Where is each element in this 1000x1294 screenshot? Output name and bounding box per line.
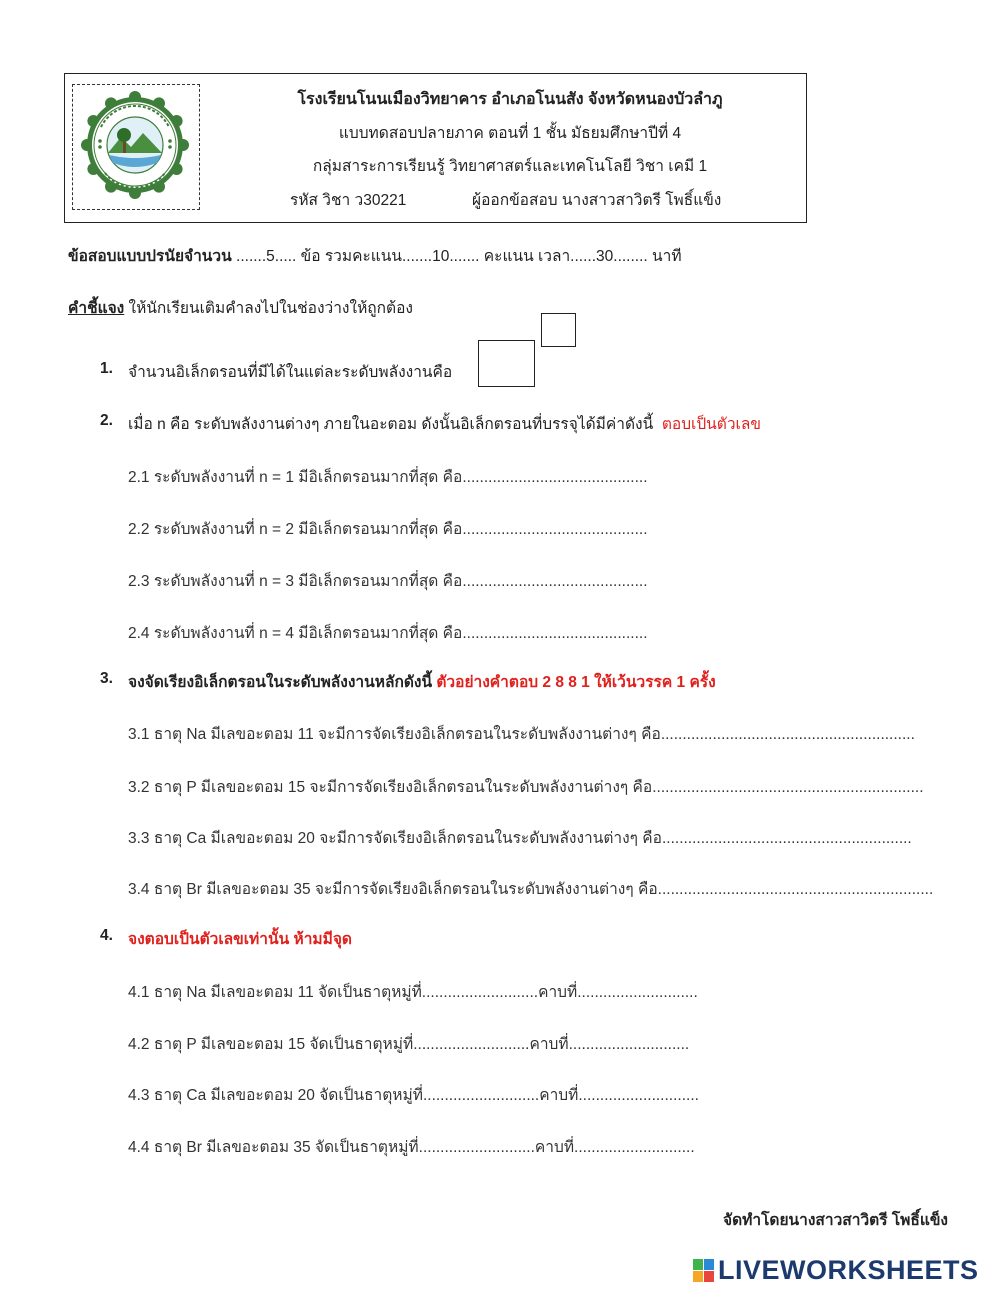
instruction-label: คำชี้แจง [68, 300, 125, 317]
school-logo-frame [72, 84, 200, 210]
q3-item-2[interactable]: 3.2 ธาตุ P มีเลขอะตอม 15 จะมีการจัดเรียงอิเล็กตรอนในระดับพลังงานต่างๆ คือ............................................................... [128, 779, 924, 796]
exam-title: แบบทดสอบปลายภาค ตอนที่ 1 ชั้น มัธยมศึกษาปีที่ 4 [338, 125, 682, 142]
q3-item-3[interactable]: 3.3 ธาตุ Ca มีเลขอะตอม 20 จะมีการจัดเรียงอิเล็กตรอนในระดับพลังงานต่างๆ คือ.......................................................... [128, 830, 912, 847]
question-3-prompt: จงจัดเรียงอิเล็กตรอนในระดับพลังงานหลักดังนี้ [128, 674, 433, 691]
question-2-number: 2. [100, 412, 113, 429]
question-1-text: จำนวนอิเล็กตรอนที่มีได้ในแต่ละระดับพลังงานคือ [128, 364, 453, 381]
q4-item-4[interactable]: 4.4 ธาตุ Br มีเลขอะตอม 35 จัดเป็นธาตุหมู่ที่...........................คาบที่............................ [128, 1139, 695, 1156]
q2-item-4[interactable]: 2.4 ระดับพลังงานที่ n = 4 มีอิเล็กตรอนมากที่สุด คือ........................................... [128, 625, 648, 642]
q3-item-4[interactable]: 3.4 ธาตุ Br มีเลขอะตอม 35 จะมีการจัดเรียงอิเล็กตรอนในระดับพลังงานต่างๆ คือ................................................................ [128, 881, 934, 898]
question-2-text [128, 411, 761, 436]
question-1-number: 1. [100, 360, 113, 377]
question-3-note: ตัวอย่างคำตอบ 2 8 8 1 ให้เว้นวรรค 1 ครั้ง [432, 674, 716, 691]
question-2-note: ตอบเป็นตัวเลข [661, 416, 761, 433]
question-4-number: 4. [100, 927, 113, 944]
question-4-text: จงตอบเป็นตัวเลขเท่านั้น ห้ามมีจุด [128, 931, 352, 948]
summary-label: ข้อสอบแบบปรนัยจำนวน [68, 248, 232, 265]
liveworksheets-logo[interactable] [693, 1255, 979, 1286]
answer-box-superscript[interactable] [541, 313, 576, 347]
q2-item-1[interactable]: 2.1 ระดับพลังงานที่ n = 1 มีอิเล็กตรอนมากที่สุด คือ........................................... [128, 469, 648, 486]
question-3-text [128, 669, 716, 694]
school-logo-icon [73, 85, 198, 208]
liveworksheets-wordmark: LIVEWORKSHEETS [718, 1255, 979, 1285]
author-credit: จัดทำโดยนางสาวสาวิตรี โพธิ์แข็ง [723, 1212, 948, 1229]
instruction [68, 295, 413, 320]
answer-box-large[interactable] [478, 340, 535, 387]
summary-details: .......5..... ข้อ รวมคะแนน.......10....... คะแนน เวลา......30........ นาที [231, 248, 682, 265]
q4-item-2[interactable]: 4.2 ธาตุ P มีเลขอะตอม 15 จัดเป็นธาตุหมู่ที่...........................คาบที่............................ [128, 1036, 690, 1053]
q2-item-2[interactable]: 2.2 ระดับพลังงานที่ n = 2 มีอิเล็กตรอนมากที่สุด คือ........................................... [128, 521, 648, 538]
school-name: โรงเรียนโนนเมืองวิทยาคาร อำเภอโนนสัง จังหวัดหนองบัวลำภู [297, 91, 723, 108]
q2-item-3[interactable]: 2.3 ระดับพลังงานที่ n = 3 มีอิเล็กตรอนมากที่สุด คือ........................................... [128, 573, 648, 590]
question-3-number: 3. [100, 670, 113, 687]
subject-code: รหัส วิชา ว30221 [290, 192, 407, 209]
liveworksheets-icon [693, 1259, 715, 1283]
subject-group: กลุ่มสาระการเรียนรู้ วิทยาศาสตร์และเทคโนโลยี วิชา เคมี 1 [312, 158, 708, 175]
question-2-prompt: เมื่อ n คือ ระดับพลังงานต่างๆ ภายในอะตอม ดังนั้นอิเล็กตรอนที่บรรจุได้มีค่าดังนี้ [128, 416, 654, 433]
exam-summary [68, 243, 682, 268]
q4-item-3[interactable]: 4.3 ธาตุ Ca มีเลขอะตอม 20 จัดเป็นธาตุหมู่ที่...........................คาบที่............................ [128, 1087, 699, 1104]
q4-item-1[interactable]: 4.1 ธาตุ Na มีเลขอะตอม 11 จัดเป็นธาตุหมู่ที่...........................คาบที่............................ [128, 984, 698, 1001]
q3-item-1[interactable]: 3.1 ธาตุ Na มีเลขอะตอม 11 จะมีการจัดเรียงอิเล็กตรอนในระดับพลังงานต่างๆ คือ........................................................... [128, 726, 915, 743]
exam-author: ผู้ออกข้อสอบ นางสาวสาวิตรี โพธิ์แข็ง [472, 192, 722, 209]
instruction-text: ให้นักเรียนเติมคำลงไปในช่องว่างให้ถูกต้อง [124, 300, 413, 317]
